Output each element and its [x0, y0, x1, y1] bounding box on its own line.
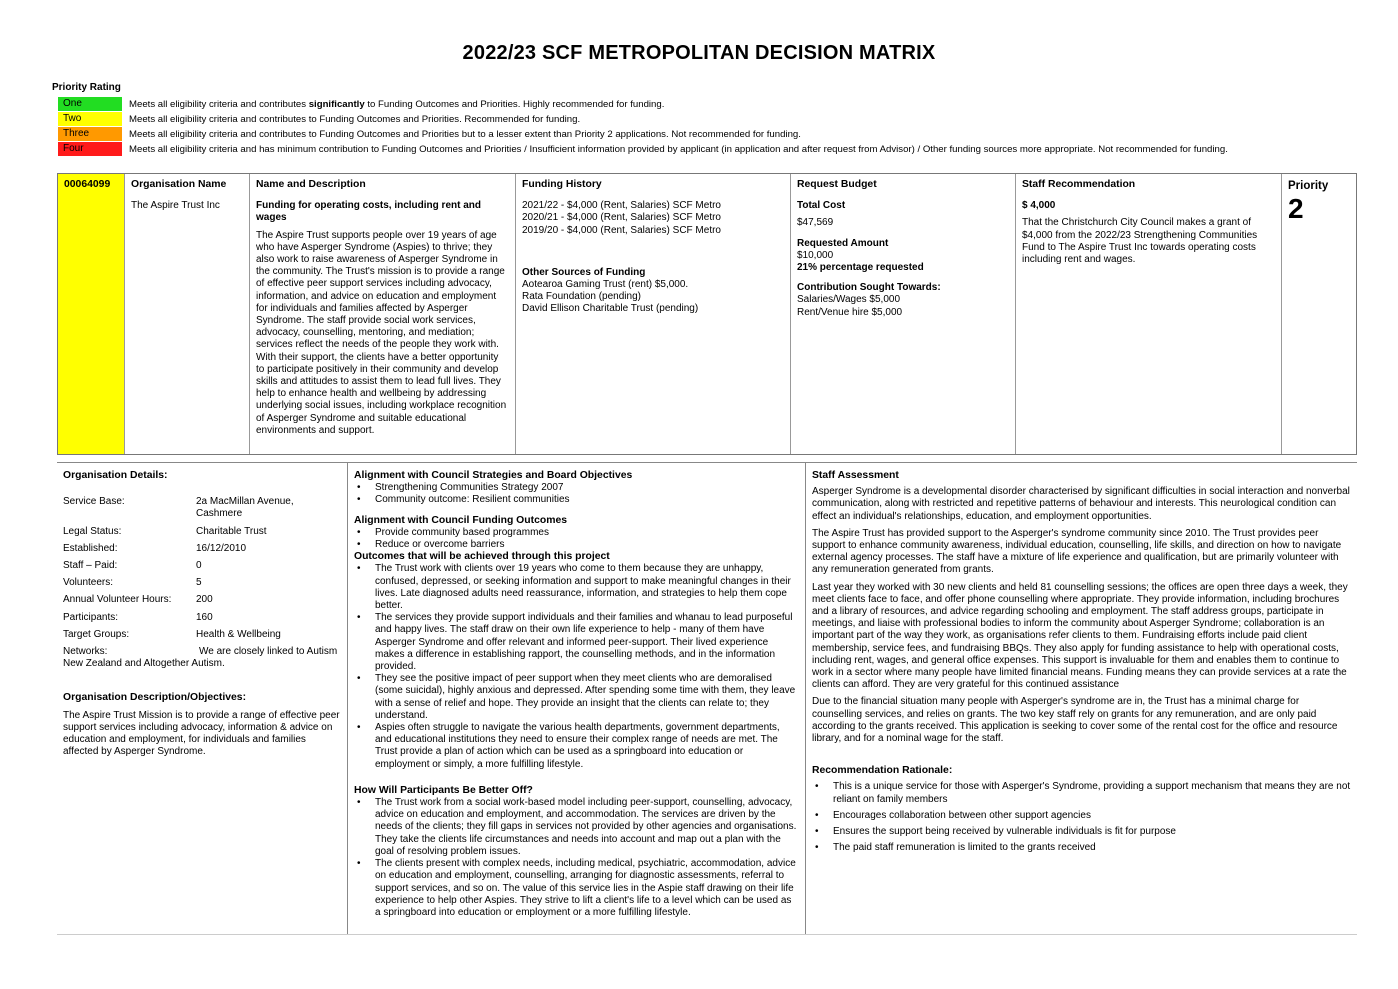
- section-divider: [57, 934, 1357, 935]
- priority-cell: [1282, 174, 1356, 454]
- total-cost-value: $47,569: [797, 217, 834, 229]
- list-item: • The clients present with complex needs, including medical, psychiatric, accommodation, advice on education and employment, counselling, arranging for diagnostic assessments, referral to support services, and so on. The value of this service lies in the Aspie staff drawing on their life experience to help other Aspies. They strive to lift a client's life to a level which can be used as a springboard into education or employment or a more fulfilling lifestyle.: [354, 858, 799, 919]
- org-detail-label: Service Base:: [63, 496, 125, 508]
- contribution-label: Contribution Sought Towards:: [797, 282, 941, 294]
- org-detail-row: [63, 543, 341, 555]
- list-item: • Encourages collaboration between other support agencies: [812, 810, 1351, 822]
- org-detail-label: Annual Volunteer Hours:: [63, 594, 172, 606]
- org-detail-row: [63, 560, 341, 572]
- funding-history-item: 2019/20 - $4,000 (Rent, Salaries) SCF Metro: [522, 224, 721, 236]
- priority-description: Meets all eligibility criteria and has minimum contribution to Funding Outcomes and Priorities / Insufficient information provided by applicant (in application and after request from Advisor) / Other funding sources more appropriate. Not recommended for funding.: [129, 143, 1228, 155]
- org-detail-row: [63, 577, 341, 589]
- project-title: Funding for operating costs, including rent and wages: [256, 200, 481, 224]
- priority-description: Meets all eligibility criteria and contributes significantly to Funding Outcomes and Priorities. Highly recommended for funding.: [129, 98, 665, 110]
- org-detail-row: [63, 496, 341, 520]
- list-item: • Community outcome: Resilient communities: [354, 494, 799, 506]
- funding-history-cell: [516, 174, 791, 454]
- application-summary-table: [57, 173, 1357, 455]
- funding-outcomes-list: [354, 527, 799, 551]
- org-detail-value: 5: [196, 577, 202, 589]
- list-item: • Strengthening Communities Strategy 2007: [354, 482, 799, 494]
- priority-swatch-two: Two: [58, 112, 122, 126]
- org-detail-value: Charitable Trust: [196, 525, 267, 537]
- priority-legend-row: [58, 127, 801, 141]
- contribution-item: Salaries/Wages $5,000: [797, 294, 901, 306]
- achieved-outcomes-list: [354, 563, 799, 770]
- org-detail-value: 16/12/2010: [196, 542, 247, 554]
- project-description: The Aspire Trust supports people over 19 years of age who have Asperger Syndrome (Aspies) to thrive; they also work to raise awareness of Asperger Syndrome in the community. The Trust's mission is to provide a range of effective peer support services including advocacy, information, and advice on education and employment for individuals and families affected by Asperger Syndrome. The staff provide social work services, advocacy, counselling, mentoring, and mediation; services reflect the needs of the people they work with. With their support, the clients have a better opportunity to participate positively in their community and develop skills and attitudes to assist them to lead full lives. They help to enhance health and wellbeing by addressing underlying social issues, including workplace recognition of Asperger Syndrome and suitable educational environments and support.: [256, 229, 507, 436]
- assessment-paragraph: Last year they worked with 30 new clients and held 81 counselling sessions; the offices are open three days a week, they meet clients face to face, and offer phone counselling where appropriate. They provide information, including brochures and a library of resources, and advice regarding schooling and employment. The staff address groups, participate in meetings, and liaise with professional bodies to inform the community about Asperger Syndrome; collaboration is an important part of the way they work, as organisations refer clients to them. Fundraising efforts include paid client membership, service fees, and fundraising BBQs. They also apply for funding assistance to help with operational costs, including rent, wages, and general office expenses. This support is invaluable for them and enables them to continue to work in a sector where many people have limited financial means. Funding means they can provide services at a rate the clients can afford. They are very grateful for this continued assistance: [812, 581, 1348, 691]
- staff-recommendation-text: That the Christchurch City Council makes a grant of $4,000 from the 2022/23 Strengthening Communities Fund to The Aspire Trust Inc towards operating costs including rent and wages.: [1022, 217, 1258, 266]
- list-item: • Ensures the support being received by vulnerable individuals is fit for purpose: [812, 826, 1351, 838]
- priority-swatch-one: One: [58, 97, 122, 111]
- priority-legend-row: [58, 112, 580, 126]
- page-title: 2022/23 SCF METROPOLITAN DECISION MATRIX: [462, 42, 936, 64]
- org-detail-row: [63, 612, 341, 624]
- request-budget-header: Request Budget: [797, 179, 877, 190]
- funding-history-header: Funding History: [522, 179, 602, 190]
- org-detail-value: 0: [196, 560, 202, 572]
- assessment-paragraph: Due to the financial situation many people with Asperger's syndrome are in, the Trust has a minimal charge for counselling services, and relies on grants. The two key staff rely on grants for any remuneration, and are only paid according to the grants received. This application is seeking to cover some of the rental cost for the office and resource library, and for a nominal wage for the staff.: [812, 696, 1338, 745]
- percentage-requested: 21% percentage requested: [797, 262, 924, 274]
- other-source-item: Aotearoa Gaming Trust (rent) $5,000.: [522, 279, 689, 291]
- funding-history-item: 2021/22 - $4,000 (Rent, Salaries) SCF Metro: [522, 200, 721, 212]
- strategies-list: [354, 482, 799, 506]
- list-item: • They see the positive impact of peer support when they meet clients who are demoralised (some suicidal), highly anxious and depressed. After spending some time with them, they leave with a sense of relief and hope. They provide an insight that the clients can relate to; they understand.: [354, 673, 799, 722]
- alignment-section: [348, 462, 805, 934]
- contribution-item: Rent/Venue hire $5,000: [797, 306, 903, 318]
- funding-outcomes-heading: Alignment with Council Funding Outcomes: [354, 514, 567, 526]
- org-detail-label: Networks:: [63, 646, 108, 658]
- application-id: 00064099: [64, 179, 111, 190]
- priority-value: 2: [1288, 193, 1304, 225]
- priority-header: Priority: [1288, 180, 1329, 192]
- org-detail-value: 200: [196, 594, 213, 606]
- staff-assessment-heading: Staff Assessment: [812, 470, 899, 481]
- org-detail-value: Health & Wellbeing: [196, 628, 281, 640]
- rationale-heading: Recommendation Rationale:: [812, 765, 953, 777]
- org-detail-label: Staff – Paid:: [63, 560, 118, 572]
- list-item: • Aspies often struggle to navigate the various health departments, government departments, and educational institutions they need to ensure their complex range of needs are met. The Trust provide a plan of action which can be used as a springboard into education or employment or simply, a more fulfilling lifestyle.: [354, 722, 799, 771]
- org-name-cell: [125, 174, 250, 454]
- org-detail-row: [63, 629, 341, 641]
- achieved-outcomes-heading: Outcomes that will be achieved through this project: [354, 551, 610, 563]
- org-detail-value: We are closely linked to Autism New Zealand and Altogether Autism.: [63, 646, 338, 670]
- other-source-item: David Ellison Charitable Trust (pending): [522, 303, 699, 315]
- priority-legend-row: [58, 97, 664, 111]
- other-sources-header: Other Sources of Funding: [522, 266, 646, 278]
- organisation-details-section: [57, 462, 347, 934]
- org-detail-label: Participants:: [63, 611, 119, 623]
- list-item: • The paid staff remuneration is limited to the grants received: [812, 842, 1351, 854]
- assessment-paragraph: Asperger Syndrome is a developmental disorder characterised by significant difficulties in social interaction and nonverbal communication, along with restricted and repetitive patterns of behaviour and interests. This neurological condition can effect an individual's relationships, education, and employment opportunities.: [812, 486, 1350, 522]
- list-item: • The Trust work with clients over 19 years who come to them because they are unhappy, confused, depressed, or seeking information and support to make meaningful changes in their lives. Late diagnosed adults need reassurance, information, and strategies to help them cope better.: [354, 563, 799, 612]
- list-item: • The Trust work from a social work-based model including peer-support, counselling, advocacy, advice on education and employment, and accommodation. The services are driven by the needs of the clients; they fill gaps in services not provided by other agencies and organisations. They take the clients life circumstances and needs into account and map out a plan with the goal of resolving problem issues.: [354, 797, 799, 858]
- org-networks: [63, 646, 341, 670]
- list-item: • Reduce or overcome barriers: [354, 539, 799, 551]
- list-item: • Provide community based programmes: [354, 527, 799, 539]
- strategies-heading: Alignment with Council Strategies and Board Objectives: [354, 470, 633, 481]
- priority-swatch-four: Four: [58, 142, 122, 156]
- rationale-list: [812, 781, 1351, 854]
- requested-amount-value: $10,000: [797, 249, 834, 261]
- funding-history-item: 2020/21 - $4,000 (Rent, Salaries) SCF Metro: [522, 212, 721, 224]
- org-name-header: Organisation Name: [131, 179, 227, 190]
- org-detail-value: 2a MacMillan Avenue, Cashmere: [196, 496, 294, 520]
- priority-description: Meets all eligibility criteria and contributes to Funding Outcomes and Priorities. Recommended for funding.: [129, 113, 581, 125]
- org-detail-row: [63, 594, 341, 606]
- staff-recommendation-cell: [1016, 174, 1282, 454]
- org-description-heading: Organisation Description/Objectives:: [63, 692, 247, 704]
- application-id-cell: [58, 174, 125, 454]
- org-detail-label: Established:: [63, 542, 118, 554]
- other-source-item: Rata Foundation (pending): [522, 291, 641, 303]
- request-budget-cell: [791, 174, 1016, 454]
- assessment-paragraph: The Aspire Trust has provided support to the Asperger's syndrome community since 2010. The Trust provides peer support to enhance community awareness, individual education, counselling, life skills, and direction on how to navigate external agency processes. The staff have a mixture of life experience and qualification, but are primarily volunteer with any remuneration generated from grants.: [812, 527, 1342, 576]
- list-item: • This is a unique service for those with Asperger's Syndrome, providing a support mechanism that means they are not reliant on family members: [812, 781, 1351, 805]
- org-detail-value: 160: [196, 611, 213, 623]
- staff-recommendation-amount: $ 4,000: [1022, 200, 1056, 212]
- org-name: The Aspire Trust Inc: [131, 200, 220, 212]
- list-item: • The services they provide support individuals and their families and whanau to lead purposeful and happy lives. The staff draw on their own life experience to help - many of them have Asperger Syndrome and offer relevant and informed peer-support. Their lived experience makes a difference in establishing rapport, the counselling methods, and in the information provided.: [354, 612, 799, 673]
- name-description-cell: [250, 174, 516, 454]
- org-description-text: The Aspire Trust Mission is to provide a range of effective peer support services including advocacy, information & advice on education and employment, for individuals and families affected by Asperger Syndrome.: [63, 709, 340, 758]
- org-detail-label: Target Groups:: [63, 628, 130, 640]
- total-cost-label: Total Cost: [797, 200, 846, 212]
- staff-assessment-section: [806, 462, 1357, 934]
- priority-legend-row: [58, 142, 1228, 156]
- priority-description: Meets all eligibility criteria and contributes to Funding Outcomes and Priorities but to a lesser extent than Priority 2 applications. Not recommended for funding.: [129, 128, 801, 140]
- priority-swatch-three: Three: [58, 127, 122, 141]
- org-detail-row: [63, 526, 341, 538]
- requested-amount-label: Requested Amount: [797, 237, 889, 249]
- staff-recommendation-header: Staff Recommendation: [1022, 179, 1136, 190]
- name-description-header: Name and Description: [256, 179, 366, 190]
- org-details-heading: Organisation Details:: [63, 470, 168, 481]
- better-off-list: [354, 797, 799, 919]
- better-off-heading: How Will Participants Be Better Off?: [354, 784, 533, 796]
- org-detail-label: Volunteers:: [63, 577, 114, 589]
- priority-rating-heading: Priority Rating: [52, 82, 121, 93]
- org-detail-label: Legal Status:: [63, 525, 122, 537]
